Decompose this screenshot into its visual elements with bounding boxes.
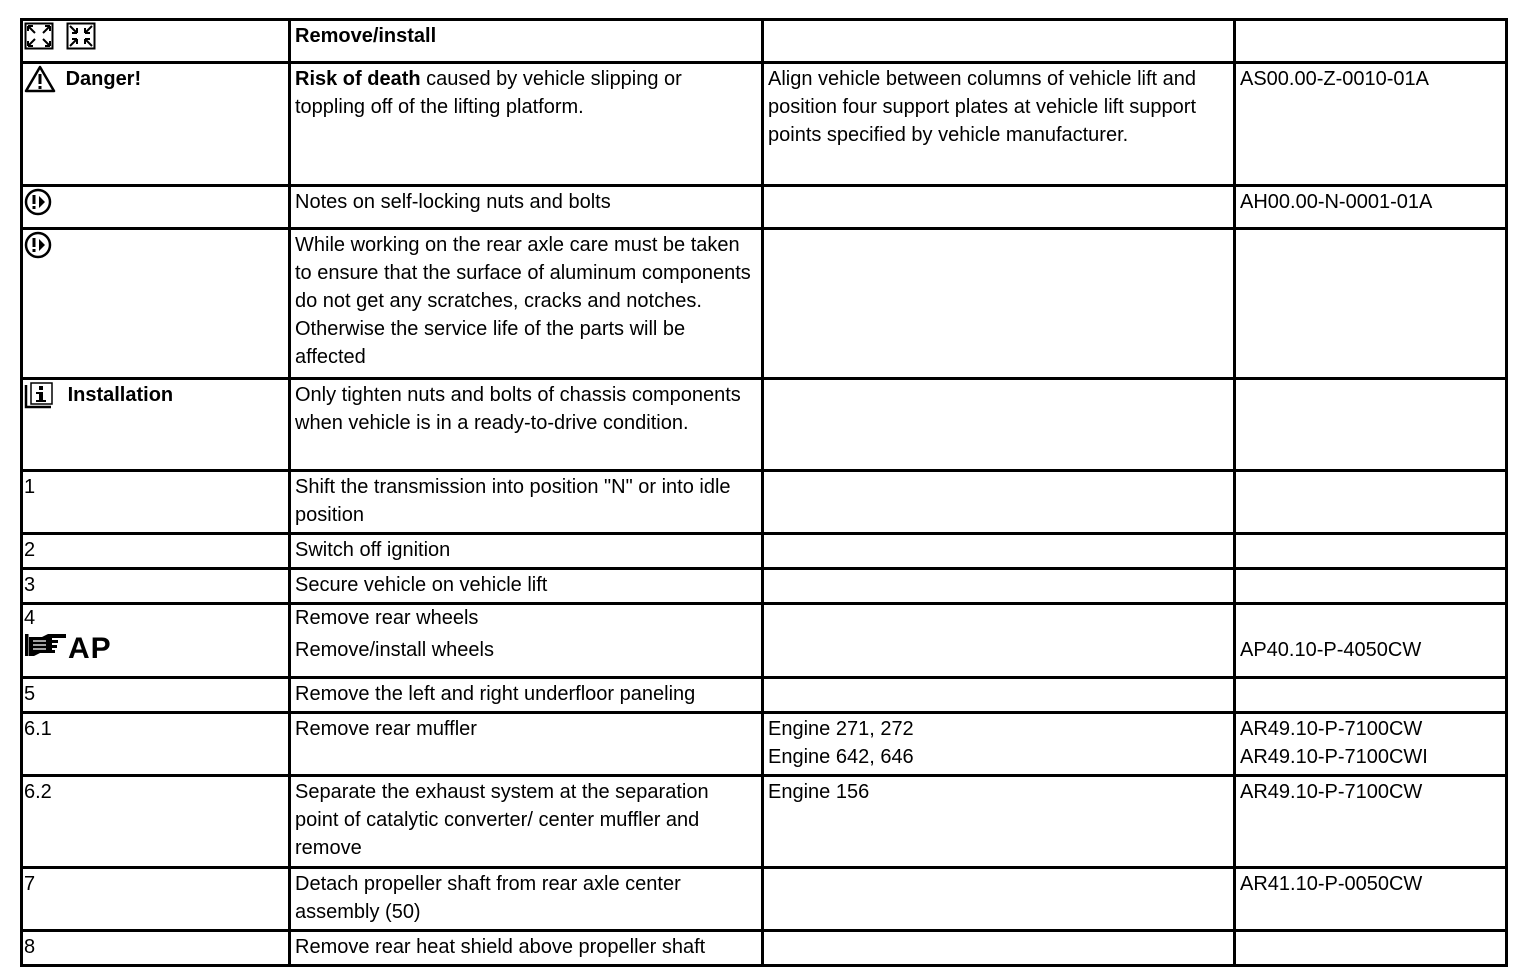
- step-ref-cell: [1235, 713, 1507, 776]
- step-number: 4: [24, 607, 36, 629]
- step-text: Remove the left and right underfloor paneling: [290, 678, 763, 713]
- step-note: Engine 271, 272: [768, 718, 914, 740]
- notice-ref-link[interactable]: AH00.00-N-0001-01A: [1240, 191, 1433, 213]
- step-row: [22, 534, 1507, 569]
- step-row: [22, 776, 1507, 868]
- notice-icon-cell: [22, 186, 290, 229]
- notice-text-cell: [290, 229, 763, 379]
- step-subtext: Remove/install wheels: [295, 639, 494, 661]
- notice-row: [22, 186, 1507, 229]
- step-note-cell: [763, 868, 1235, 931]
- step-note: Engine 642, 646: [768, 746, 914, 768]
- ap-reference-mark: [24, 632, 112, 666]
- step-ref-cell: [1235, 534, 1507, 569]
- step-row: [22, 678, 1507, 713]
- danger-note: Align vehicle between columns of vehicle lift and position four support plates at vehicle lift support points specified by vehicle manufacturer.: [768, 68, 1197, 146]
- danger-note-cell: [763, 63, 1235, 186]
- info-text: Only tighten nuts and bolts of chassis components when vehicle is in a ready-to-drive condition.: [295, 384, 741, 434]
- step-text: Separate the exhaust system at the separation point of catalytic converter/ center muffler and remove: [290, 776, 763, 868]
- notice-ref-cell: [1235, 229, 1507, 379]
- step-note-cell: [763, 713, 1235, 776]
- step-text: Detach propeller shaft from rear axle center assembly (50): [290, 868, 763, 931]
- step-ref-cell: [1235, 471, 1507, 534]
- step-ref-cell: [1235, 569, 1507, 604]
- step-ref-cell: [1235, 678, 1507, 713]
- danger-row: [22, 63, 1507, 186]
- info-icon: [24, 381, 54, 417]
- step-number: 3: [22, 569, 290, 604]
- step-ref-cell: [1235, 931, 1507, 966]
- danger-label: Danger!: [65, 68, 142, 90]
- header-empty-cell: [1235, 20, 1507, 63]
- step-note-cell: [763, 678, 1235, 713]
- notice-text: While working on the rear axle care must be taken to ensure that the surface of aluminum components do not get any scratches, cracks and notches. Otherwise the service life of the parts will be affected: [295, 234, 751, 368]
- step-ref-link[interactable]: AR49.10-P-7100CWI: [1240, 746, 1428, 768]
- step-text: Switch off ignition: [290, 534, 763, 569]
- step-number: 5: [22, 678, 290, 713]
- notice-icon: [24, 188, 52, 224]
- step-ref-link[interactable]: AP40.10-P-4050CW: [1240, 639, 1422, 661]
- step-row: [22, 569, 1507, 604]
- step-text-cell: [290, 604, 763, 678]
- info-text-cell: [290, 379, 763, 471]
- step-note-cell: [763, 534, 1235, 569]
- danger-text-cell: [290, 63, 763, 186]
- step-text: Remove rear muffler: [290, 713, 763, 776]
- step-number: 6.1: [22, 713, 290, 776]
- step-note-cell: [763, 931, 1235, 966]
- step-ref-link[interactable]: AR41.10-P-0050CW: [1240, 873, 1423, 895]
- step-note-cell: [763, 604, 1235, 678]
- step-text: Secure vehicle on vehicle lift: [290, 569, 763, 604]
- step-number: 7: [22, 868, 290, 931]
- notice-icon-cell: [22, 229, 290, 379]
- notice-row: [22, 229, 1507, 379]
- notice-note-cell: [763, 229, 1235, 379]
- step-ref-cell: [1235, 776, 1507, 868]
- info-label: Installation: [67, 384, 174, 406]
- notice-icon: [24, 231, 52, 267]
- step-ref-cell: [1235, 604, 1507, 678]
- step-row: [22, 931, 1507, 966]
- step-text: Remove rear heat shield above propeller shaft: [290, 931, 763, 966]
- ap-label: AP: [68, 632, 112, 665]
- danger-ref-cell: [1235, 63, 1507, 186]
- header-empty-cell: [763, 20, 1235, 63]
- step-text: Shift the transmission into position "N" or into idle position: [290, 471, 763, 534]
- notice-note-cell: [763, 186, 1235, 229]
- step-row: [22, 868, 1507, 931]
- notice-text: Notes on self-locking nuts and bolts: [295, 191, 611, 213]
- step-note-cell: [763, 569, 1235, 604]
- step-ref-link[interactable]: AR49.10-P-7100CW: [1240, 781, 1423, 803]
- step-number: 1: [22, 471, 290, 534]
- step-row: [22, 604, 1507, 678]
- info-ref-cell: [1235, 379, 1507, 471]
- header-icons-cell: [22, 20, 290, 63]
- page-title: Remove/install: [295, 25, 437, 47]
- step-row: [22, 713, 1507, 776]
- danger-label-cell: [22, 63, 290, 186]
- info-label-cell: [22, 379, 290, 471]
- notice-text-cell: [290, 186, 763, 229]
- procedure-table: [20, 18, 1508, 967]
- expand-icon[interactable]: [24, 22, 54, 58]
- info-note-cell: [763, 379, 1235, 471]
- step-ref-cell: [1235, 868, 1507, 931]
- warning-triangle-icon: [24, 65, 56, 101]
- danger-bold-text: Risk of death: [295, 68, 421, 90]
- danger-text: caused by vehicle slipping or toppling off of the lifting platform.: [295, 68, 682, 118]
- step-number: 2: [22, 534, 290, 569]
- pointing-hand-icon: [24, 632, 68, 666]
- step-note: Engine 156: [763, 776, 1235, 868]
- step-number: 8: [22, 931, 290, 966]
- step-number: 6.2: [22, 776, 290, 868]
- step-note-cell: [763, 471, 1235, 534]
- danger-ref-link[interactable]: AS00.00-Z-0010-01A: [1240, 68, 1430, 90]
- notice-ref-cell: [1235, 186, 1507, 229]
- header-title-cell: [290, 20, 763, 63]
- header-row: [22, 20, 1507, 63]
- step-text: Remove rear wheels: [295, 607, 479, 629]
- step-row: [22, 471, 1507, 534]
- step-number-cell: [22, 604, 290, 678]
- info-row: [22, 379, 1507, 471]
- step-ref-link[interactable]: AR49.10-P-7100CW: [1240, 718, 1423, 740]
- collapse-icon[interactable]: [66, 22, 96, 58]
